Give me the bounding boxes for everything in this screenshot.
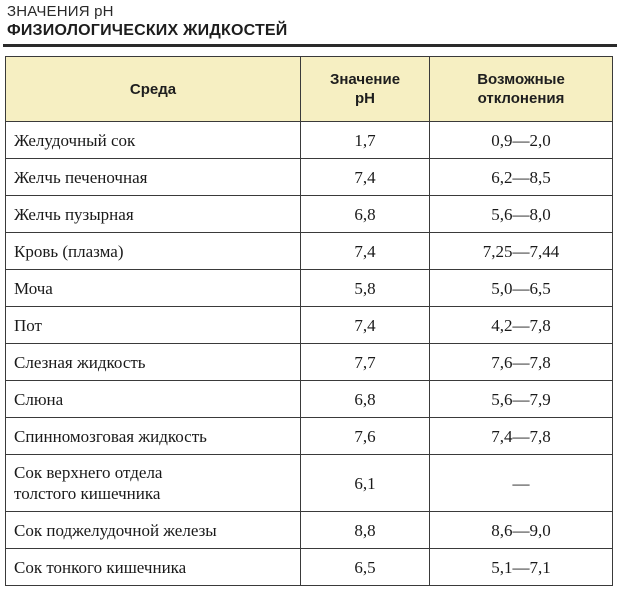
column-header-range xyxy=(430,57,613,122)
cell-range: 5,0—6,5 xyxy=(430,270,613,307)
table-row xyxy=(6,270,613,307)
cell-value: 8,8 xyxy=(301,512,430,549)
table-row xyxy=(6,122,613,159)
column-header-medium xyxy=(6,57,301,122)
table-row xyxy=(6,159,613,196)
cell-medium: Пот xyxy=(6,307,301,344)
column-header-medium-label: Среда xyxy=(129,80,177,98)
cell-range: 8,6—9,0 xyxy=(430,512,613,549)
cell-value: 6,8 xyxy=(301,196,430,233)
cell-medium: Спинномозговая жидкость xyxy=(6,418,301,455)
cell-medium: Желчь печеночная xyxy=(6,159,301,196)
cell-value: 6,8 xyxy=(301,381,430,418)
cell-medium: Слюна xyxy=(6,381,301,418)
cell-medium: Моча xyxy=(6,270,301,307)
cell-range: 7,6—7,8 xyxy=(430,344,613,381)
column-header-value-line-2: pH xyxy=(355,90,375,107)
cell-value: 6,5 xyxy=(301,549,430,586)
cell-medium: Слезная жидкость xyxy=(6,344,301,381)
ph-values-table xyxy=(5,56,613,586)
cell-range: 5,6—7,9 xyxy=(430,381,613,418)
column-header-value xyxy=(301,57,430,122)
cell-medium: Желудочный сок xyxy=(6,122,301,159)
cell-medium-line-2: толстого кишечника xyxy=(14,484,161,503)
table-row xyxy=(6,307,613,344)
page-heading xyxy=(7,2,617,40)
cell-medium: Желчь пузырная xyxy=(6,196,301,233)
table-row xyxy=(6,344,613,381)
table-row xyxy=(6,381,613,418)
cell-range: 6,2—8,5 xyxy=(430,159,613,196)
table-row xyxy=(6,418,613,455)
cell-range: 5,6—8,0 xyxy=(430,196,613,233)
cell-medium: Кровь (плазма) xyxy=(6,233,301,270)
table-header-row xyxy=(6,57,613,122)
cell-medium: Сок поджелудочной железы xyxy=(6,512,301,549)
cell-value: 7,7 xyxy=(301,344,430,381)
cell-value: 7,6 xyxy=(301,418,430,455)
table-row xyxy=(6,196,613,233)
cell-medium xyxy=(6,455,301,512)
cell-range: 7,4—7,8 xyxy=(430,418,613,455)
cell-value: 5,8 xyxy=(301,270,430,307)
cell-value: 6,1 xyxy=(301,455,430,512)
table-row xyxy=(6,455,613,512)
cell-medium: Сок тонкого кишечника xyxy=(6,549,301,586)
cell-range: — xyxy=(430,455,613,512)
cell-value: 7,4 xyxy=(301,307,430,344)
column-header-range-line-1: Возможные xyxy=(477,71,565,88)
column-header-value-line-1: Значение xyxy=(329,71,401,88)
heading-line-1: ЗНАЧЕНИЯ pH xyxy=(7,3,114,20)
table-row xyxy=(6,233,613,270)
cell-range: 0,9—2,0 xyxy=(430,122,613,159)
cell-value: 1,7 xyxy=(301,122,430,159)
heading-divider xyxy=(3,44,617,47)
table-row xyxy=(6,512,613,549)
cell-range: 7,25—7,44 xyxy=(430,233,613,270)
table-row xyxy=(6,549,613,586)
cell-medium-line-1: Сок верхнего отдела xyxy=(14,463,163,482)
cell-range: 5,1—7,1 xyxy=(430,549,613,586)
cell-value: 7,4 xyxy=(301,233,430,270)
column-header-range-line-2: отклонения xyxy=(477,90,565,107)
heading-line-2: ФИЗИОЛОГИЧЕСКИХ ЖИДКОСТЕЙ xyxy=(7,22,288,39)
cell-range: 4,2—7,8 xyxy=(430,307,613,344)
cell-value: 7,4 xyxy=(301,159,430,196)
